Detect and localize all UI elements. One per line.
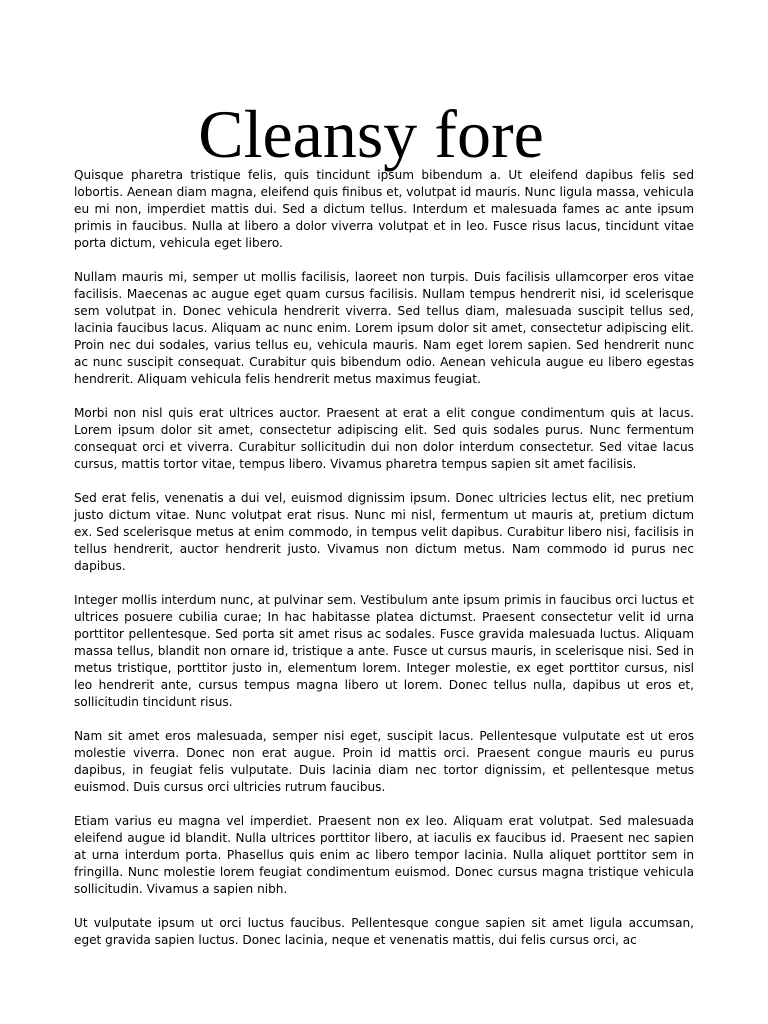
document-title: Cleansy fore bbox=[198, 96, 544, 172]
paragraph: Etiam varius eu magna vel imperdiet. Praesent non ex leo. Aliquam erat volutpat. Sed malesuada eleifend augue id blandit. Nulla ultrices porttitor libero, at iaculis ex faucibus id. Praesent nec sapien at urna interdum porta. Phasellus quis enim ac libero tempor lacinia. Nulla aliquet porttitor sem in fringilla. Nunc molestie lorem feugiat condimentum euismod. Donec cursus magna tristique vehicula sollicitudin. Vivamus a sapien nibh. bbox=[74, 814, 694, 896]
paragraph: Ut vulputate ipsum ut orci luctus faucibus. Pellentesque congue sapien sit amet ligula accumsan, eget gravida sapien luctus. Donec lacinia, neque et venenatis mattis, dui felis cursus orci, ac bbox=[74, 916, 694, 947]
paragraph: Quisque pharetra tristique felis, quis tincidunt ipsum bibendum a. Ut eleifend dapibus felis sed lobortis. Aenean diam magna, eleifend quis finibus et, volutpat id mauris. Nunc ligula massa, vehicula eu mi non, imperdiet mattis dui. Sed a dictum tellus. Interdum et malesuada fames ac ante ipsum primis in faucibus. Nulla at libero a dolor viverra volutpat et in leo. Fusce risus lacus, tincidunt vitae porta dictum, vehicula eget libero. bbox=[74, 168, 694, 250]
paragraph: Nullam mauris mi, semper ut mollis facilisis, laoreet non turpis. Duis facilisis ullamcorper eros vitae facilisis. Maecenas ac augue eget quam cursus facilisis. Nullam tempus hendrerit nisi, id scelerisque sem volutpat in. Donec vehicula hendrerit viverra. Sed tellus diam, malesuada suscipit tellus sed, lacinia faucibus lacus. Aliquam ac nunc enim. Lorem ipsum dolor sit amet, consectetur adipiscing elit. Proin nec dui sodales, varius tellus eu, vehicula mauris. Nam eget lorem sapien. Sed hendrerit nunc ac nunc suscipit consequat. Curabitur quis bibendum odio. Aenean vehicula augue eu libero egestas hendrerit. Aliquam vehicula felis hendrerit metus maximus feugiat. bbox=[74, 270, 694, 386]
paragraph: Integer mollis interdum nunc, at pulvinar sem. Vestibulum ante ipsum primis in faucibus orci luctus et ultrices posuere cubilia curae; In hac habitasse platea dictumst. Praesent consectetur velit id urna porttitor pellentesque. Sed porta sit amet risus ac sodales. Fusce gravida malesuada luctus. Aliquam massa tellus, blandit non ornare id, tristique a ante. Fusce ut cursus mauris, in scelerisque nisi. Sed in metus tristique, porttitor justo in, elementum lorem. Integer molestie, ex eget porttitor cursus, nisl leo hendrerit ante, cursus tempus magna libero ut lorem. Donec tellus nulla, dapibus ut eros et, sollicitudin tincidunt risus. bbox=[74, 593, 694, 709]
paragraph: Sed erat felis, venenatis a dui vel, euismod dignissim ipsum. Donec ultricies lectus elit, nec pretium justo dictum vitae. Nunc volutpat erat risus. Nunc mi nisl, fermentum ut mauris at, pretium dictum ex. Sed scelerisque metus at enim commodo, in tempus velit dapibus. Curabitur libero nisi, facilisis in tellus hendrerit, auctor hendrerit justo. Vivamus non dictum metus. Nam commodo id purus nec dapibus. bbox=[74, 491, 694, 573]
document-body bbox=[74, 167, 694, 966]
paragraph: Morbi non nisl quis erat ultrices auctor. Praesent at erat a elit congue condimentum quis at lacus. Lorem ipsum dolor sit amet, consectetur adipiscing elit. Sed quis sodales purus. Nunc fermentum consequat orci et viverra. Curabitur sollicitudin dui non dolor interdum consectetur. Sed vitae lacus cursus, mattis tortor vitae, tempus libero. Vivamus pharetra tempus sapien sit amet facilisis. bbox=[74, 406, 694, 471]
paragraph: Nam sit amet eros malesuada, semper nisi eget, suscipit lacus. Pellentesque vulputate est ut eros molestie viverra. Donec non erat augue. Proin id mattis orci. Praesent congue mauris eu purus dapibus, in feugiat felis vulputate. Duis lacinia diam nec tortor dignissim, et pellentesque metus euismod. Duis cursus orci ultricies rutrum faucibus. bbox=[74, 729, 694, 794]
